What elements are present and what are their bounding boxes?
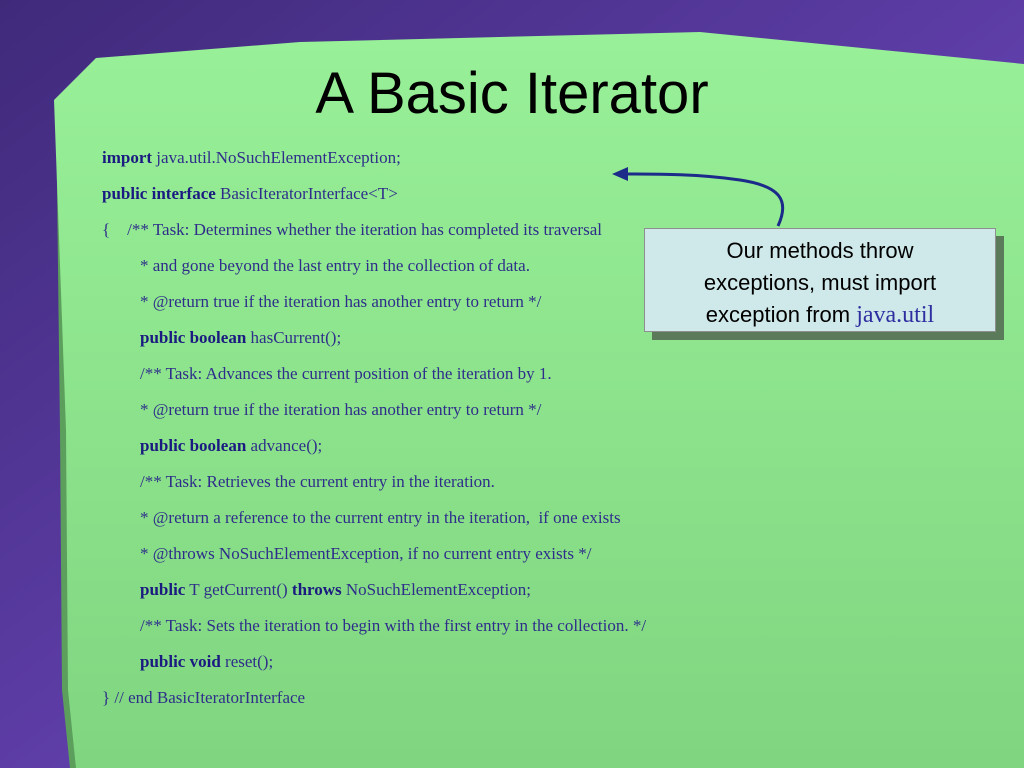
code-text: advance();	[246, 436, 323, 455]
code-line-15	[140, 650, 273, 674]
slide-title: A Basic Iterator	[315, 61, 709, 126]
code-line-3: { /** Task: Determines whether the iteration has completed its traversal	[102, 220, 602, 239]
keyword: public boolean	[140, 436, 247, 455]
callout-line-3: exception from	[705, 302, 857, 327]
code-text: NoSuchElementException;	[341, 580, 531, 599]
callout-line-2: exceptions, must import	[703, 270, 937, 295]
callout-package: java.util	[856, 302, 935, 328]
code-text: hasCurrent();	[246, 328, 342, 347]
code-line-13	[140, 578, 531, 602]
code-line-4: * and gone beyond the last entry in the collection of data.	[140, 256, 530, 275]
code-text: T getCurrent()	[185, 580, 292, 599]
keyword: public interface	[102, 184, 216, 203]
callout-line-1: Our methods throw	[726, 238, 914, 263]
code-line-1	[102, 146, 401, 170]
code-line-9	[140, 434, 322, 458]
keyword: public void	[140, 652, 221, 671]
code-line-2	[102, 182, 398, 206]
code-text: reset();	[220, 652, 274, 671]
callout-box	[644, 228, 996, 332]
code-line-10: /** Task: Retrieves the current entry in the iteration.	[140, 472, 495, 491]
code-line-8: * @return true if the iteration has another entry to return */	[140, 400, 542, 419]
code-line-5: * @return true if the iteration has another entry to return */	[140, 292, 542, 311]
code-line-11: * @return a reference to the current entry in the iteration, if one exists	[140, 508, 621, 527]
code-line-16: } // end BasicIteratorInterface	[102, 688, 306, 707]
keyword: throws	[291, 580, 342, 599]
code-line-7: /** Task: Advances the current position of the iteration by 1.	[140, 364, 552, 383]
code-text: java.util.NoSuchElementException;	[152, 148, 401, 167]
keyword: public	[140, 580, 186, 599]
code-line-14: /** Task: Sets the iteration to begin with the first entry in the collection. */	[140, 616, 647, 635]
code-line-12: * @throws NoSuchElementException, if no current entry exists */	[140, 544, 592, 563]
keyword: import	[102, 148, 153, 167]
keyword: public boolean	[140, 328, 247, 347]
code-text: BasicIteratorInterface<T>	[215, 184, 398, 203]
code-line-6	[140, 326, 341, 350]
